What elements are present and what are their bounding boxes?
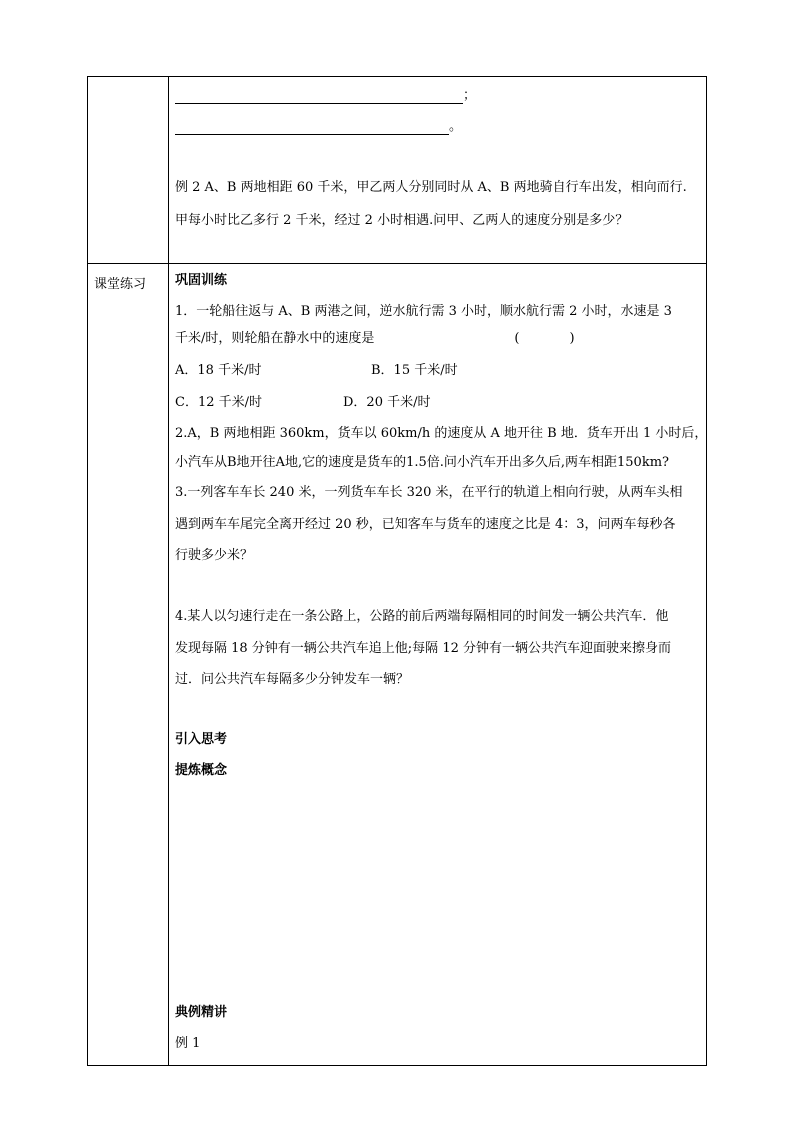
q1-options-ab: [175, 363, 458, 379]
q3-line3: 行驶多少米？: [175, 548, 254, 563]
q1-options-cd: [175, 395, 430, 411]
blank-line-2: 。: [175, 119, 462, 135]
row1-content-cell: [169, 77, 707, 264]
q3-line2: 遇到两车车尾完全离开经过 20 秒，已知客车与货车的速度之比是 4：3，问两车每秒各: [175, 517, 676, 532]
section-heading-consolidate: 巩固训练: [175, 273, 228, 288]
q1-line2: 千米/时，则轮船在静水中的速度是 ( ): [175, 331, 575, 346]
lesson-table: [87, 76, 707, 1066]
row2-label-cell: [88, 264, 169, 1066]
row2-content-cell: [169, 264, 707, 1066]
option-b: B．15 千米/时: [371, 363, 458, 378]
q2-line1: 2.A，B 两地相距 360km，货车以 60km/h 的速度从 A 地开往 B 地．货车开出 1 小时后，: [175, 426, 708, 441]
row1-label-cell: [88, 77, 169, 264]
option-c: C．12 千米/时: [175, 395, 263, 410]
option-a: A．18 千米/时: [175, 363, 262, 378]
blank-line-1: ；: [175, 88, 476, 104]
example2-line1: 例 2 A、B 两地相距 60 千米，甲乙两人分别同时从 A、B 两地骑自行车出发，相向而行.: [175, 180, 687, 195]
example2-line2: 甲每小时比乙多行 2 千米，经过 2 小时相遇.问甲、乙两人的速度分别是多少？: [175, 213, 629, 228]
section-heading-examples: 典例精讲: [175, 1005, 228, 1020]
q2-line2: 小汽车从B地开往A地,它的速度是货车的1.5倍.问小汽车开出多久后,两车相距150km?: [175, 455, 670, 470]
table-row: [88, 264, 707, 1066]
q1-line1: 1．一轮船往返与 A、B 两港之间，逆水航行需 3 小时，顺水航行需 2 小时，水速是 3: [175, 304, 672, 319]
section-heading-introduction: 引入思考: [175, 732, 228, 747]
underline-blank: [175, 91, 463, 104]
option-d: D．20 千米/时: [343, 395, 431, 410]
q4-line3: 过．问公共汽车每隔多少分钟发车一辆？: [175, 672, 410, 687]
underline-blank: [175, 122, 449, 135]
class-practice-label: 课堂练习: [94, 277, 147, 292]
table-row: [88, 77, 707, 264]
section-heading-concept: 提炼概念: [175, 763, 228, 778]
q4-line2: 发现每隔 18 分钟有一辆公共汽车追上他;每隔 12 分钟有一辆公共汽车迎面驶来擦身而: [175, 641, 671, 656]
q4-line1: 4.某人以匀速行走在一条公路上，公路的前后两端每隔相同的时间发一辆公共汽车．他: [175, 609, 669, 624]
q3-line1: 3.一列客车车长 240 米，一列货车车长 320 米，在平行的轨道上相向行驶，从两车头相: [175, 485, 683, 500]
example1-label: 例 1: [175, 1036, 201, 1051]
